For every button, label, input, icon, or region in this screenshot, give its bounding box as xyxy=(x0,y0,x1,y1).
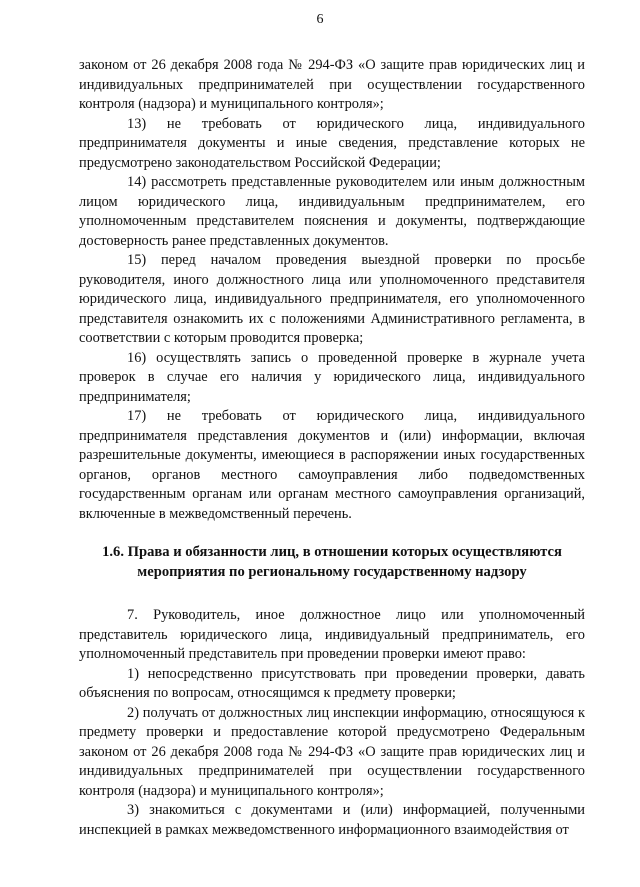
page-number: 6 xyxy=(316,12,324,27)
paragraph-right-3: 3) знакомиться с документами и (или) информацией, полученными инспекцией в рамках межведомственного информационного взаимодействия от xyxy=(79,802,585,838)
paragraph-item-17: 17) не требовать от юридического лица, индивидуального предпринимателя представления документов и (или) информации, включая разрешительные документы, имеющиеся в распоряжении иных государственных органов, органов местного самоуправления либо подведомственных государственным органам или органам местного самоуправления организаций, включенные в межведомственный перечень. xyxy=(79,408,585,522)
paragraph-right-1: 1) непосредственно присутствовать при проведении проверки, давать объяснения по вопросам, относящимся к предмету проверки; xyxy=(79,665,585,701)
paragraph-item-15: 15) перед началом проведения выездной проверки по просьбе руководителя, иного должностного лица или уполномоченного представителя юридического лица, индивидуального предпринимателя, его уполномоченного представителя ознакомить их с положениями Административного регламента, в соответствии с которым проводится проверка; xyxy=(79,252,585,346)
section-heading: 1.6. Права и обязанности лиц, в отношении которых осуществляются мероприятия по региональному государственному надзору xyxy=(102,544,562,580)
paragraph-right-2: 2) получать от должностных лиц инспекции информацию, относящуюся к предмету проверки и предоставление которой предусмотрено Федеральным законом от 26 декабря 2008 года № 294-ФЗ «О защите прав юридических лиц и индивидуальных предпринимателей при осуществлении государственного контроля (надзора) и муниципального контроля»; xyxy=(79,704,585,799)
paragraph-continuation: законом от 26 декабря 2008 года № 294-ФЗ «О защите прав юридических лиц и индивидуальных предпринимателей при осуществлении государственного контроля (надзора) и муниципального контроля»; xyxy=(79,57,585,112)
paragraph-item-16: 16) осуществлять запись о проведенной проверке в журнале учета проверок в случае его наличия у юридического лица, индивидуального предпринимателя; xyxy=(79,349,585,405)
paragraph-item-14: 14) рассмотреть представленные руководителем или иным должностным лицом юридического лица, индивидуальным предпринимателем, его уполномоченным представителем пояснения и документы, подтверждающие достоверность ранее представленных документов. xyxy=(79,174,585,249)
document-body xyxy=(79,56,585,840)
spacer xyxy=(79,582,585,606)
paragraph-7: 7. Руководитель, иное должностное лицо или уполномоченный представитель юридического лица, индивидуальный предприниматель, его уполномоченный представитель при проведении проверки имеют право: xyxy=(79,607,585,662)
paragraph-item-13: 13) не требовать от юридического лица, индивидуального предпринимателя документы и иные сведения, представление которых не предусмотрено законодательством Российской Федерации; xyxy=(79,115,585,171)
